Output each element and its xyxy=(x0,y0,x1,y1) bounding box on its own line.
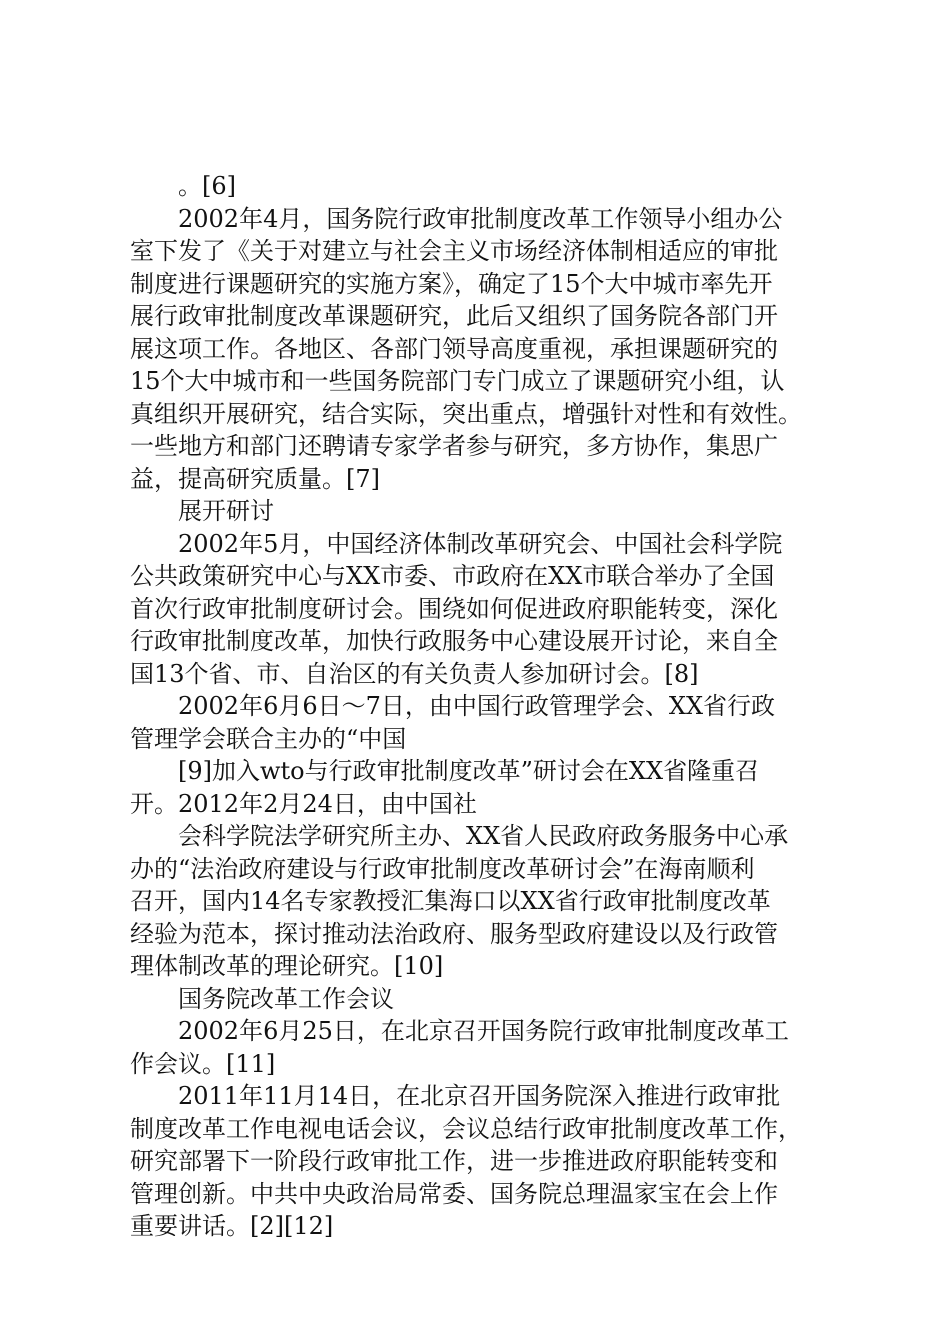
text-line: 。[6] xyxy=(178,172,236,200)
text-line: 重要讲话。[2][12] xyxy=(130,1212,334,1240)
paragraph-start-line: 2011年11月14日，在北京召开国务院深入推进行政审批 xyxy=(178,1082,781,1110)
text-line: 一些地方和部门还聘请专家学者参与研究，多方协作，集思广 xyxy=(130,432,778,460)
paragraph-start-line: 2002年6月25日，在北京召开国务院行政审批制度改革工 xyxy=(178,1017,789,1045)
text-line: 办的“法治政府建设与行政审批制度改革研讨会”在海南顺利 xyxy=(130,854,755,883)
text-line: 展这项工作。各地区、各部门领导高度重视，承担课题研究的 xyxy=(130,334,778,363)
text-line: 行政审批制度改革，加快行政服务中心建设展开讨论，来自全 xyxy=(130,627,778,655)
text-line: 管理学会联合主办的“中国 xyxy=(130,724,407,753)
text-line: 首次行政审批制度研讨会。围绕如何促进政府职能转变，深化 xyxy=(130,594,778,623)
paragraph-start-line: 2002年5月，中国经济体制改革研究会、中国社会科学院 xyxy=(178,529,783,558)
text-line: 制度改革工作电视电话会议，会议总结行政审批制度改革工作， xyxy=(130,1114,802,1143)
text-line: 制度进行课题研究的实施方案》，确定了15个大中城市率先开 xyxy=(130,269,773,298)
paragraph-start-line: 2002年4月，国务院行政审批制度改革工作领导小组办公 xyxy=(178,204,783,233)
text-line: 国13个省、市、自治区的有关负责人参加研讨会。[8] xyxy=(130,659,699,688)
text-line: 公共政策研究中心与XX市委、市政府在XX市联合举办了全国 xyxy=(130,562,775,590)
text-line: 作会议。[11] xyxy=(130,1049,276,1078)
text-line: 15个大中城市和一些国务院部门专门成立了课题研究小组，认 xyxy=(130,367,785,395)
section-heading: 国务院改革工作会议 xyxy=(178,984,394,1013)
text-line: 理体制改革的理论研究。[10] xyxy=(130,952,444,980)
text-line: 召开，国内14名专家教授汇集海口以XX省行政审批制度改革 xyxy=(130,887,771,915)
text-line: 益，提高研究质量。[7] xyxy=(130,464,380,493)
text-line: 经验为范本，探讨推动法治政府、服务型政府建设以及行政管 xyxy=(130,919,778,948)
section-heading: 展开研讨 xyxy=(178,497,274,525)
text-line: 开。2012年2月24日，由中国社 xyxy=(130,789,477,818)
paragraph-start-line: 2002年6月6日～7日，由中国行政管理学会、XX省行政 xyxy=(178,692,776,720)
text-line: 室下发了《关于对建立与社会主义市场经济体制相适应的审批 xyxy=(130,237,778,265)
document-body xyxy=(130,170,840,1243)
text-line: 真组织开展研究，结合实际，突出重点，增强针对性和有效性。 xyxy=(130,399,802,428)
text-line: 管理创新。中共中央政治局常委、国务院总理温家宝在会上作 xyxy=(130,1179,778,1208)
text-line: 研究部署下一阶段行政审批工作，进一步推进政府职能转变和 xyxy=(130,1147,778,1175)
paragraph-start-line: [9]加入wto与行政审批制度改革”研讨会在XX省隆重召 xyxy=(178,757,760,785)
text-line: 展行政审批制度改革课题研究，此后又组织了国务院各部门开 xyxy=(130,302,778,330)
paragraph-start-line: 会科学院法学研究所主办、XX省人民政府政务服务中心承 xyxy=(178,822,789,850)
